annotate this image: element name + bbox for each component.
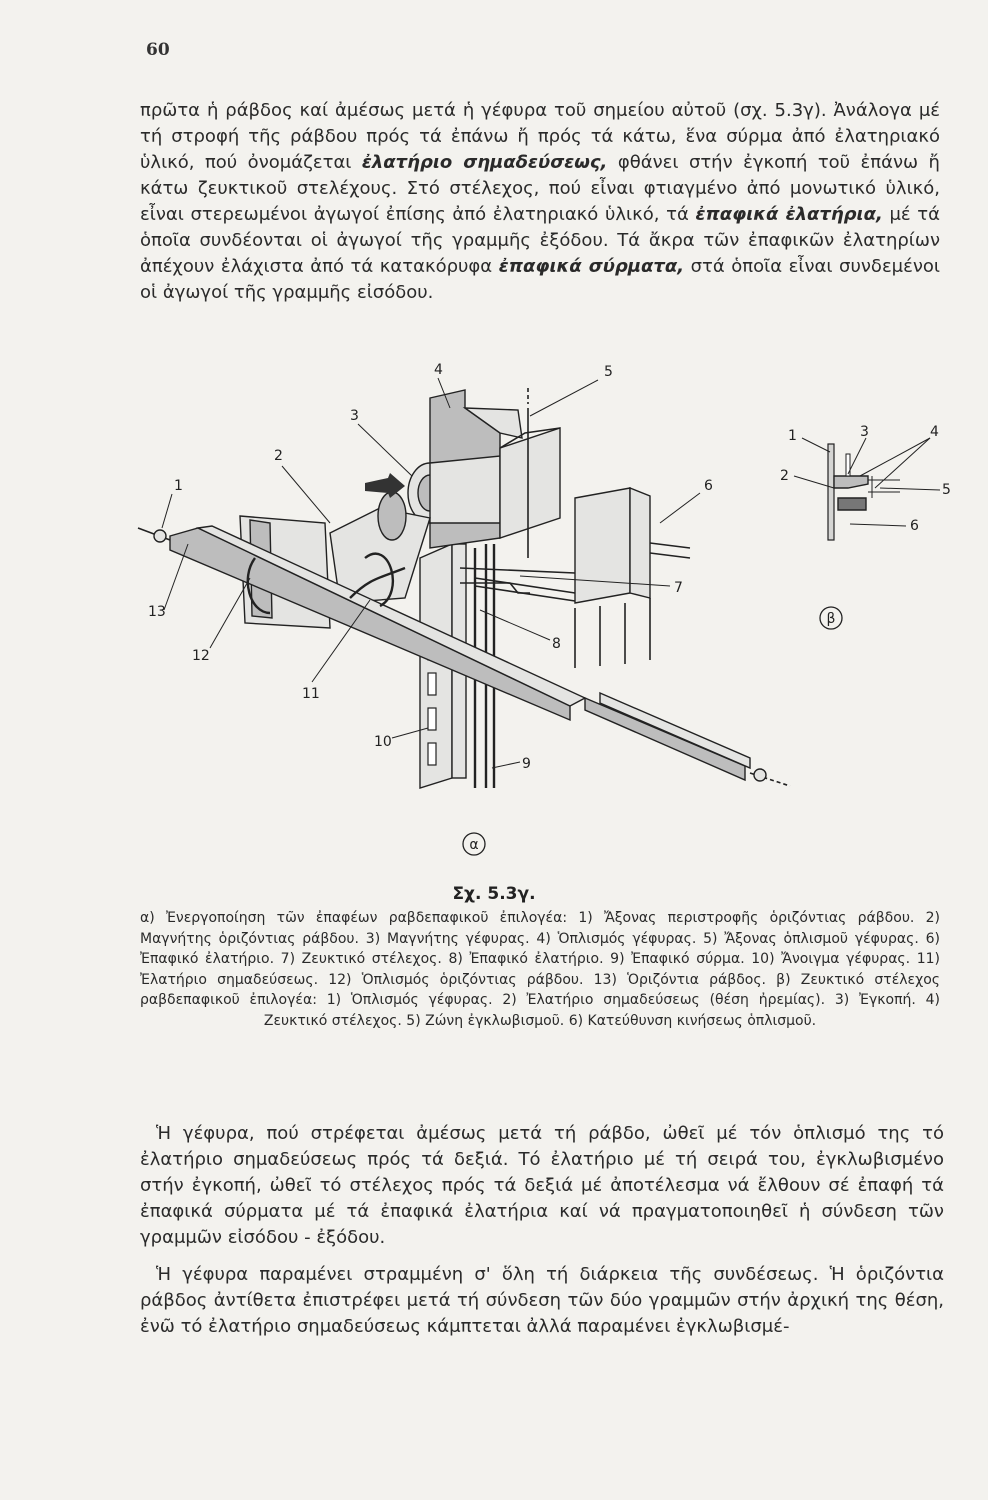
figure-crossbar-diagram (130, 348, 966, 868)
detail-label-1: 1 (788, 428, 797, 444)
label-4: 4 (434, 362, 443, 378)
bridge-magnet (408, 456, 500, 523)
label-8: 8 (552, 636, 561, 652)
paragraph-2-text: Ἡ γέφυρα, πού στρέφεται ἀμέσως μετά τή ράβδο, ὠθεῖ μέ τόν ὁπλισμό της τό ἐλατήριο σημαδεύσεως πρός τά δεξιά. Τό ἐλατήριο μέ τή σειρά του, ἐγκλωβισμένο στήν ἐγκοπή, ὠθεῖ τό στέλεχος πρός τά δεξιά μέ ἀποτέλεσμα νά ἔλθουν σέ ἐπαφή τά ἐπαφικά σύρματα μέ τά ἐπαφικά ἐλατήρια καί νά πραγματοποιηθεῖ ἡ σύνδεση τῶν γραμμῶν εἰσόδου - ἐξόδου. (140, 1123, 944, 1248)
paragraph-1 (140, 98, 940, 306)
detail-label-6: 6 (910, 518, 919, 534)
paragraph-1-part-5: μέ τά ὁποῖα συνδέονται οἱ ἀγωγοί τῆς γραμμῆς ἐξόδου. Τά ἄκρα τῶν ἐπαφικῶν ἐλατηρίων ἀπέχουν ἐλάχιστα ἀπό τά κατακόρυφα (140, 204, 940, 277)
label-3: 3 (350, 408, 359, 424)
figure-caption: α) Ἐνεργοποίηση τῶν ἐπαφέων ραβδεπαφικοῦ ἐπιλογέα: 1) Ἄξονας περιστροφῆς ὁριζόντιας ράβδου. 2) Μαγνήτης ὁριζόντιας ράβδου. 3) Μαγνήτης γέφυρας. 4) Ὁπλισμός γέφυρας. 5) Ἄξονας ὁπλισμοῦ γέφυρας. 6) Ἐπαφικό ἐλατήριο. 7) Ζευκτικό στέλεχος. 8) Ἐπαφικό ἐλατήριο. 9) Ἐπαφικό σύρμα. 10) Ἄνοιγμα γέφυρας. 11) Ἐλατήριο σημαδεύσεως. 12) Ὁπλισμός ὁριζόντιας ράβδου. 13) Ὁριζόντια ράβδος. β) Ζευκτικό στέλεχος ραβδεπαφικοῦ ἐπιλογέα: 1) Ὁπλισμός γέφυρας. 2) Ἐλατήριο σημαδεύσεως (θέση ἠρεμίας). 3) Ἐγκοπή. 4) Ζευκτικό στέλεχος. 5) Ζώνη ἐγκλωβισμοῦ. 6) Κατεύθυνση κινήσεως ὁπλισμοῦ. (140, 910, 940, 1029)
label-1: 1 (174, 478, 183, 494)
detail-panel-b (780, 424, 951, 629)
paragraph-1-part-1: πρῶτα ἡ ράβδος καί ἀμέσως μετά ἡ γέφυρα τοῦ σημείου αὐτοῦ (σχ. 5.3γ). Ἀνάλογα μέ τή στροφή τῆς ράβδου πρός τά ἐπάνω ἤ πρός τά κάτω, ἕνα σύρμα ἀπό ἐλατηριακό ὑλικό, πού ὀνομάζεται (140, 100, 940, 173)
paragraph-3-text: Ἡ γέφυρα παραμένει στραμμένη σ' ὅλη τή διάρκεια τῆς συνδέσεως. Ἡ ὁριζόντια ράβδος ἀντίθετα ἐπιστρέφει μετά τή σύνδεση τῶν δύο γραμμῶν στήν ἀρχική της θέση, ἐνῶ τό ἐλατήριο σημαδεύσεως κάμπτεται ἀλλά παραμένει ἐγκλωβισμέ- (140, 1264, 944, 1337)
label-9: 9 (522, 756, 531, 772)
label-5: 5 (604, 364, 613, 380)
detail-label-4: 4 (930, 424, 939, 440)
panel-b-label: β (826, 611, 836, 627)
paragraph-1-part-7: στά ὁποῖα εἶναι συνδεμένοι οἱ ἀγωγοί τῆς γραμμῆς εἰσόδου. (140, 256, 941, 303)
paragraph-1-part-3: φθάνει στήν ἐγκοπή τοῦ ἐπάνω ἤ κάτω ζευκτικοῦ στελέχους. Στό στέλεχος, πού εἶναι φτιαγμένο ἀπό μονωτικό ὑλικό, εἶναι στερεωμένοι ἀγωγοί ἐπίσης ἀπό ἐλατηριακό ὑλικό, τά (140, 152, 940, 225)
panel-a-label: α (469, 837, 479, 853)
label-6: 6 (704, 478, 713, 494)
term-contact-wires: ἐπαφικά σύρματα, (498, 256, 685, 277)
contact-block (575, 488, 690, 668)
detail-label-3: 3 (860, 424, 869, 440)
detail-label-5: 5 (942, 482, 951, 498)
label-2: 2 (274, 448, 283, 464)
term-marking-spring: ἐλατήριο σημαδεύσεως, (361, 152, 608, 173)
label-7: 7 (674, 580, 683, 596)
page-number: 60 (146, 40, 170, 60)
term-contact-springs: ἐπαφικά ἐλατήρια, (695, 204, 883, 225)
contact-springs (460, 568, 575, 601)
figure-title: Σχ. 5.3γ. (452, 884, 536, 904)
label-13: 13 (148, 604, 166, 620)
paragraph-2 (140, 1121, 944, 1251)
label-12: 12 (192, 648, 210, 664)
label-11: 11 (302, 686, 320, 702)
label-10: 10 (374, 734, 392, 750)
paragraph-3 (140, 1262, 944, 1340)
detail-label-2: 2 (780, 468, 789, 484)
